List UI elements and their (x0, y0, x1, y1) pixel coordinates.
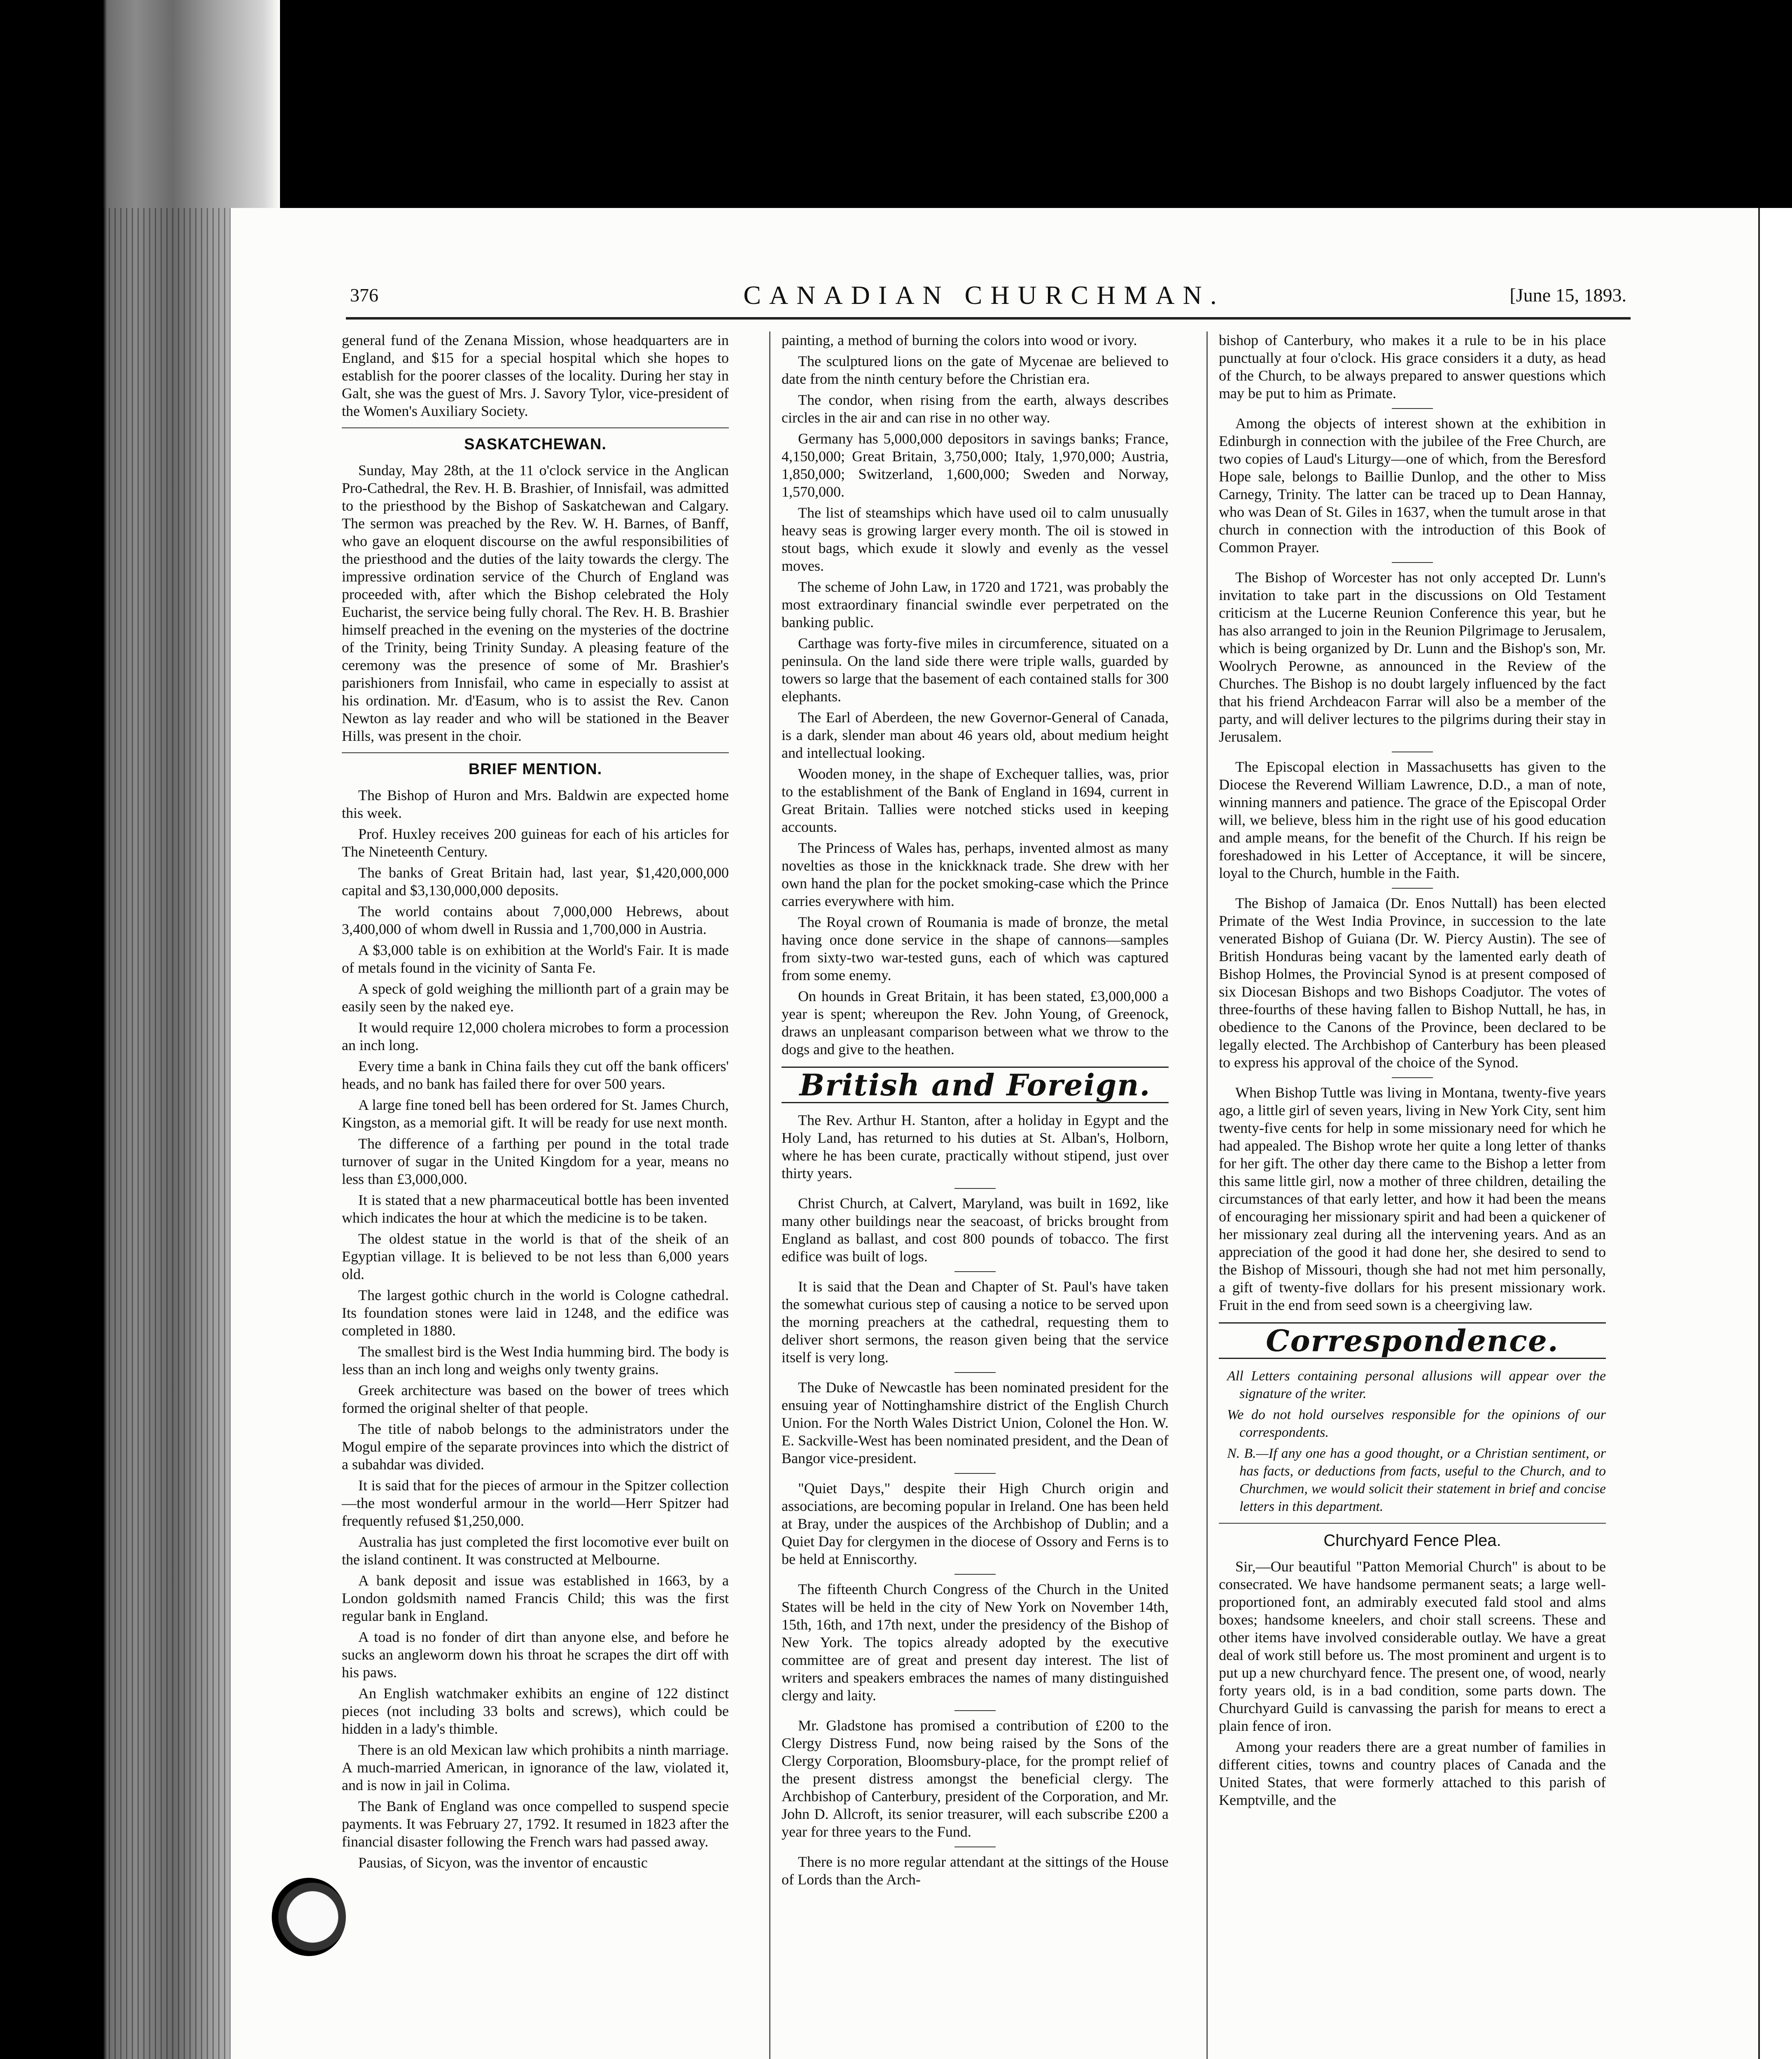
header-rule (346, 317, 1631, 320)
news-item: When Bishop Tuttle was living in Montana, twenty-five years ago, a little girl of seven years, living in New York City, sent him twenty-five cents for help in some missionary need for which he had appealed. The Bishop wrote her quite a long letter of thanks for her gift. The other day there came to the Bishop a letter from this same little girl, now a mother of three children, detailing the circumstances of that early letter, and how it had been the means of encouraging her missionary spirit and had been a quickener of her missionary zeal during all the intervening years. And as an appreciation of the good it had done her, she desired to send to the Bishop of Missouri, though she had not met him personally, a gift of twenty-five dollars for his present missionary work. Fruit in the end from seed sown is a cheergiving law. (1219, 1084, 1606, 1313)
divider (954, 1574, 996, 1575)
column-3 (1219, 331, 1606, 1812)
list-item: The sculptured lions on the gate of Mycenae are believed to date from the ninth century before the Christian era. (782, 353, 1169, 387)
news-item: The Episcopal election in Massachusetts has given to the Diocese the Reverend William Lawrence, D.D., a man of note, winning manners and patience. The grace of the Episcopal Order will, we believe, bless him in the right use of his good education and ample means, for the benefit of the Church. If his reign be foreshadowed in his Letter of Acceptance, it will be sincere, loyal to the Church, humble in the Faith. (1219, 759, 1606, 881)
section-title-british-and-foreign: British and Foreign. (782, 1067, 1169, 1103)
list-item: Germany has 5,000,000 depositors in savings banks; France, 4,150,000; Great Britain, 3,750,000; Italy, 1,970,000; Austria, 1,850,000; Switzerland, 1,600,000; Sweden and Norway, 1,570,000. (782, 430, 1169, 500)
news-item: There is no more regular attendant at the sittings of the House of Lords than the Arch- (782, 1854, 1169, 1888)
letter-paragraph: Sir,—Our beautiful "Patton Memorial Church" is about to be consecrated. We have handsome permanent seats; a large well-proportioned font, an admirably executed fald stool and alms boxes; handsome kneelers, and choir stall screens. These and other items have involved considerable outlay. We have a great deal of work still before us. The most prominent and urgent is to put up a new churchyard fence. The present one, of wood, nearly forty years old, is in a bad condition, some parts down. The Churchyard Guild is canvassing the parish for means to erect a plain fence of iron. (1219, 1558, 1606, 1734)
news-list (1219, 331, 1606, 1314)
list-item: The Royal crown of Roumania is made of bronze, the metal having once done service in the shape of cannons—samples from sixty-two war-tested guns, each of which was captured from some enemy. (782, 914, 1169, 983)
paragraph: Sunday, May 28th, at the 11 o'clock service in the Anglican Pro-Cathedral, the Rev. H. B. Brashier, of Innisfail, was admitted to the priesthood by the Bishop of Saskatchewan and Calgary. The sermon was preached by the Rev. W. H. Barnes, of Banff, who gave an eloquent discourse on the awful responsibilities of the priesthood and the duties of the laity towards the clergy. The impressive ordination service of the Church of England was proceeded with, after which the Bishop celebrated the Holy Eucharist, the service being fully choral. The Rev. H. B. Brashier himself preached in the evening on the mysteries of the doctrine of the Trinity, being Trinity Sunday. A pleasing feature of the ceremony was the presence of some of Mr. Brashier's parishioners from Innisfail, who came in especially to assist at his ordination. Mr. d'Easum, who is to assist the Rev. Canon Newton as lay reader and who will be stationed in the Beaver Hills, was present in the choir. (342, 462, 729, 744)
news-item: The Bishop of Jamaica (Dr. Enos Nuttall) has been elected Primate of the West India Province, in succession to the late venerated Bishop of Guiana (Dr. W. Piercy Austin). The see of British Honduras being vacant by the lamented early death of Bishop Holmes, the Provincial Synod is at present composed of six Diocesan Bishops and two Bishops Coadjutor. The votes of three-fourths of these having fallen to Bishop Nuttall, he has, in obedience to the Canons of the Province, been declared to be legally elected. The Archbishop of Canterbury has been pleased to express his approval of the choice of the Synod. (1219, 895, 1606, 1071)
list-item: Every time a bank in China fails they cut off the bank officers' heads, and no bank has failed there for over 500 years. (342, 1058, 729, 1092)
brief-mention-list (342, 787, 729, 1872)
divider (1392, 408, 1433, 409)
brief-mention-continued (782, 331, 1169, 1058)
column-divider (1206, 331, 1208, 2059)
list-item: The Bishop of Huron and Mrs. Baldwin are expected home this week. (342, 787, 729, 821)
editorial-note: We do not hold ourselves responsible for the opinions of our correspondents. (1227, 1407, 1606, 1440)
divider (954, 1271, 996, 1272)
divider (1219, 1523, 1606, 1524)
binder-clip (272, 1878, 346, 1956)
section-heading-saskatchewan: SASKATCHEWAN. (464, 436, 607, 453)
column-1 (342, 331, 729, 1875)
section-heading-brief-mention: BRIEF MENTION. (468, 761, 602, 778)
list-item: The banks of Great Britain had, last year, $1,420,000,000 capital and $3,130,000,000 deposits. (342, 864, 729, 899)
list-item: The list of steamships which have used oil to calm unusually heavy seas is growing larger every month. The oil is stowed in stout bags, which exude it slowly and evenly as the vessel moves. (782, 504, 1169, 574)
list-item: The condor, when rising from the earth, always describes circles in the air and can rise in no other way. (782, 392, 1169, 426)
list-item: Prof. Huxley receives 200 guineas for each of his articles for The Nineteenth Century. (342, 826, 729, 860)
list-item: A toad is no fonder of dirt than anyone else, and before he sucks an angleworm down his throat he scrapes the dirt off with his paws. (342, 1629, 729, 1681)
divider (954, 1188, 996, 1189)
editorial-note: All Letters containing personal allusions will appear over the signature of the writer. (1227, 1368, 1606, 1401)
divider (342, 427, 729, 428)
editorial-notes (1219, 1367, 1606, 1515)
list-item: There is an old Mexican law which prohibits a ninth marriage. A much-married American, in ignorance of the law, violated it, and is now in jail in Colima. (342, 1742, 729, 1793)
editorial-note: N. B.—If any one has a good thought, or a Christian sentiment, or has facts, or deductions from facts, useful to the Church, and to Churchmen, we would solicit their statement in brief and concise letters in this department. (1227, 1446, 1606, 1514)
list-item: Greek architecture was based on the bower of trees which formed the original shelter of that people. (342, 1382, 729, 1416)
list-item: Australia has just completed the first locomotive ever built on the island continent. It was constructed at Melbourne. (342, 1534, 729, 1568)
divider (342, 752, 729, 753)
divider (1392, 562, 1433, 563)
section-title-correspondence: Correspondence. (1219, 1322, 1606, 1359)
divider (954, 1710, 996, 1711)
news-item: Among the objects of interest shown at the exhibition in Edinburgh in connection with the jubilee of the Free Church, are two copies of Laud's Liturgy—one of which, from the Beresford Hope sale, belongs to Baillie Dunlop, and the other to Miss Carnegy, Trinity. The latter can be traced up to Dean Hannay, who was Dean of St. Giles in 1637, when the tumult arose in that church in connection with the introduction of this Book of Common Prayer. (1219, 415, 1606, 556)
letter-body (1219, 1558, 1606, 1809)
list-item: painting, a method of burning the colors into wood or ivory. (782, 332, 1137, 348)
list-item: It is stated that a new pharmaceutical bottle has been invented which indicates the hour at which the medicine is to be taken. (342, 1192, 729, 1226)
news-item: The Rev. Arthur H. Stanton, after a holiday in Egypt and the Holy Land, has returned to his duties at St. Alban's, Holborn, where he has been curate, practically without stipend, just over thirty years. (782, 1112, 1169, 1181)
column-divider (769, 331, 770, 2059)
list-item: A $3,000 table is on exhibition at the World's Fair. It is made of metals found in the vicinity of Santa Fe. (342, 942, 729, 976)
list-item: The title of nabob belongs to the administrators under the Mogul empire of the separate provinces into which the district of a subahdar was divided. (342, 1421, 729, 1473)
list-item: An English watchmaker exhibits an engine of 122 distinct pieces (not including 33 bolts and screws), which could be hidden in a lady's thimble. (342, 1685, 729, 1737)
list-item: It is said that for the pieces of armour in the Spitzer collection—the most wonderful armour in the world—Herr Spitzer had frequently refused $1,250,000. (342, 1477, 729, 1529)
list-item: The Earl of Aberdeen, the new Governor-General of Canada, is a dark, slender man about 46 years old, about medium height and intellectual looking. (782, 709, 1169, 761)
page-header (325, 280, 1643, 313)
paragraph: general fund of the Zenana Mission, whose headquarters are in England, and $15 for a special hospital which she hopes to establish for the poorer classes of the locality. During her stay in Galt, she was the guest of Mrs. J. Savory Tylor, vice-president of the Women's Auxiliary Society. (342, 332, 729, 419)
divider (1392, 888, 1433, 889)
next-page-edge (1758, 208, 1792, 2059)
issue-date: [June 15, 1893. (1510, 285, 1626, 306)
news-item: It is said that the Dean and Chapter of St. Paul's have taken the somewhat curious step of causing a notice to be served upon the morning preachers at the cathedral, requesting them to deliver short sermons, the reason given being that the service itself is very long. (782, 1278, 1169, 1366)
divider (954, 1372, 996, 1373)
list-item: Wooden money, in the shape of Exchequer tallies, was, prior to the establishment of the Bank of England in 1694, current in Great Britain. Tallies were notched sticks used in keeping accounts. (782, 766, 1169, 835)
news-list (782, 1111, 1169, 1889)
news-item: "Quiet Days," despite their High Church origin and associations, are becoming popular in Ireland. One has been held at Bray, under the auspices of the Archbishop of Dublin; and a Quiet Day for clergymen in the diocese of Ossory and Ferns is to be held at Enniscorthy. (782, 1480, 1169, 1567)
news-item: The Duke of Newcastle has been nominated president for the ensuing year of Nottinghamshire district of the English Church Union. For the North Wales District Union, Colonel the Hon. W. E. Sackville-West has been nominated president, and the Dean of Bangor vice-president. (782, 1379, 1169, 1466)
list-item: The largest gothic church in the world is Cologne cathedral. Its foundation stones were laid in 1248, and the edifice was completed in 1880. (342, 1287, 729, 1339)
divider (1392, 1077, 1433, 1078)
list-item: The smallest bird is the West India humming bird. The body is less than an inch long and weighs only twenty grains. (342, 1343, 729, 1377)
list-item: The Princess of Wales has, perhaps, invented almost as many novelties as those in the knickknack trade. She drew with her own hand the plan for the pocket smoking-case which the Prince carries everywhere with him. (782, 840, 1169, 909)
news-item: The fifteenth Church Congress of the Church in the United States will be held in the city of New York on November 14th, 15th, 16th, and 17th next, under the presidency of the Bishop of New York. The topics already adopted by the executive committee are of great and present day interest. The list of writers and speakers embraces the names of many distinguished clergy and laity. (782, 1581, 1169, 1704)
divider (954, 1473, 996, 1474)
letter-paragraph: Among your readers there are a great number of families in different cities, towns and country places of Canada and the United States, that were formerly attached to this parish of Kemptville, and the (1219, 1739, 1606, 1808)
list-item: On hounds in Great Britain, it has been stated, £3,000,000 a year is spent; whereupon the Rev. John Young, of Greenock, draws an unpleasant comparison between what we throw to the dogs and give to the heathen. (782, 988, 1169, 1058)
list-item: The difference of a farthing per pound in the total trade turnover of sugar in the United Kingdom for a year, means no less than £3,000,000. (342, 1135, 729, 1187)
list-item: The Bank of England was once compelled to suspend specie payments. It was February 27, 1792. It resumed in 1823 after the financial disaster following the French wars had passed away. (342, 1798, 729, 1850)
list-item: Carthage was forty-five miles in circumference, situated on a peninsula. On the land side there were triple walls, guarded by towers so large that the basement of each contained stalls for 300 elephants. (782, 635, 1169, 705)
list-item: Pausias, of Sicyon, was the inventor of encaustic (358, 1854, 648, 1871)
list-item: A bank deposit and issue was established in 1663, by a London goldsmith named Francis Child; this was the first regular bank in England. (342, 1572, 729, 1624)
masthead-title: CANADIAN CHURCHMAN. (743, 280, 1225, 310)
list-item: The scheme of John Law, in 1720 and 1721, was probably the most extraordinary financial swindle ever perpetrated on the banking public. (782, 579, 1169, 630)
news-item: The Bishop of Worcester has not only accepted Dr. Lunn's invitation to take part in the discussions on Old Testament criticism at the Lucerne Reunion Conference this year, but he has also arranged to join in the Reunion Pilgrimage to Jerusalem, which is being organized by Dr. Lunn and the Bishop's son, Mr. Woolrych Perowne, as announced in the Review of the Churches. The Bishop is no doubt largely influenced by the fact that his friend Archdeacon Farrar will also be a member of the party, and will deliver lectures to the pilgrims during their stay in Jerusalem. (1219, 569, 1606, 745)
news-item: Christ Church, at Calvert, Maryland, was built in 1692, like many other buildings near the seacoast, of bricks brought from England as ballast, and cost 800 pounds of tobacco. The first edifice was built of logs. (782, 1195, 1169, 1265)
list-item: It would require 12,000 cholera microbes to form a procession an inch long. (342, 1019, 729, 1053)
news-item: Mr. Gladstone has promised a contribution of £200 to the Clergy Distress Fund, now being raised by the Sons of the Clergy Corporation, Bloomsbury-place, for the prompt relief of the present distress amongst the beneficial clergy. The Archbishop of Canterbury, president of the Corporation, and Mr. John D. Allcroft, its senior treasurer, will each subscribe £200 a year for three years to the Fund. (782, 1717, 1169, 1840)
column-2 (782, 331, 1169, 1892)
list-item: A large fine toned bell has been ordered for St. James Church, Kingston, as a memorial gift. It will be ready for use next month. (342, 1097, 729, 1131)
list-item: A speck of gold weighing the millionth part of a grain may be easily seen by the naked eye. (342, 980, 729, 1015)
news-item: bishop of Canterbury, who makes it a rule to be in his place punctually at four o'clock. His grace considers it a duty, as head of the Church, to be always prepared to answer questions which may be put to him as Primate. (1219, 332, 1606, 402)
page-number: 376 (350, 285, 378, 306)
list-item: The oldest statue in the world is that of the sheik of an Egyptian village. It is believed to be not less than 6,000 years old. (342, 1230, 729, 1282)
list-item: The world contains about 7,000,000 Hebrews, about 3,400,000 of whom dwell in Russia and 1,700,000 in Austria. (342, 903, 729, 937)
letter-title: Churchyard Fence Plea. (1323, 1531, 1501, 1550)
